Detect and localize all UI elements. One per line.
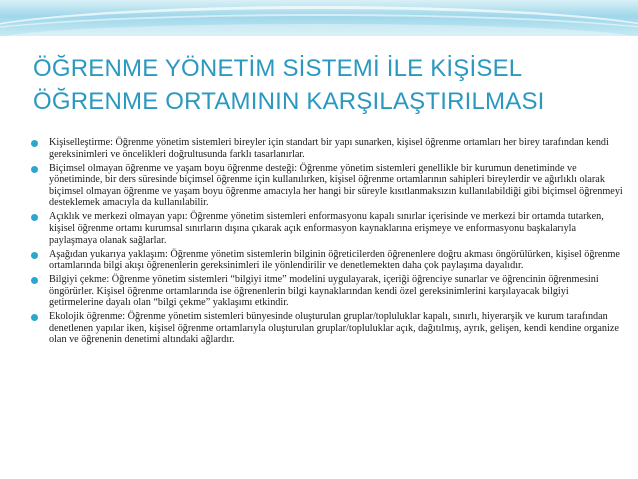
header-banner <box>0 0 638 36</box>
bullet-item-bicimsel-olmayan <box>31 163 623 209</box>
bullet-dot-icon <box>31 140 38 147</box>
bullet-item-ekolojik <box>31 311 623 346</box>
bullet-dot-icon <box>31 214 38 221</box>
slide-title <box>33 52 623 118</box>
bullet-item-asagidan-yukariya <box>31 249 623 272</box>
bullet-text: Ekolojik öğrenme: Öğrenme yönetim sistemleri bünyesinde oluşturulan gruplar/topluluklar kapalı, sınırlı, hiyerarşik ve kurum tarafından denetlenen yapılar iken, kişisel öğrenme ortamlarıyla oluşturulan gruplar/topluluklar açık, dağıtılmış, ayrık, gelişen, kendi kendine organize olan ve öğrenenin denetimi altındaki ağlardır. <box>49 311 619 346</box>
bullet-list <box>31 137 623 348</box>
bullet-text: Biçimsel olmayan öğrenme ve yaşam boyu öğrenme desteği: Öğrenme yönetim sistemleri genellikle bir kurumun denetiminde ve yönetiminde, bir ders süresinde biçimsel öğrenme için kullanılırken, kişisel öğrenme ortamlarının sahipleri bireylerdir ve ağırlıklı olarak biçimsel olmayan öğrenme ve yaşam boyu öğrenme amacıyla her hangi bir süreyle kısıtlanmaksızın kullanılabildiği gibi biçimsel öğrenmeyi desteklemek amacıyla da kullanılabilir. <box>49 162 623 209</box>
bullet-item-kisisellestirme <box>31 137 623 160</box>
bullet-dot-icon <box>31 277 38 284</box>
bullet-item-aciklik <box>31 211 623 246</box>
slide-title-line-1: ÖĞRENME YÖNETİM SİSTEMİ İLE KİŞİSEL <box>33 55 523 82</box>
bullet-dot-icon <box>31 252 38 259</box>
bullet-text: Aşağıdan yukarıya yaklaşım: Öğrenme yönetim sistemlerin bilginin öğreticilerden öğrenenlere doğru akması öngörülürken, kişisel öğrenme ortamlarında bilgi akışı öğrenenlerin gereksinimleri ile yönlendirilir ve denetlemekten daha çok paylaşıma dayalıdır. <box>49 248 620 272</box>
slide-title-line-2: ÖĞRENME ORTAMININ KARŞILAŞTIRILMASI <box>33 88 545 115</box>
bullet-text: Açıklık ve merkezi olmayan yapı: Öğrenme yönetim sistemleri enformasyonu kapalı sınırlar içerisinde ve merkezi bir ortamda tutarken, kişisel öğrenme ortamı kurumsal sınırların dışına çıkarak açık enformasyon kaynaklarına erişmeye ve enformasyonu başkalarıyla paylaşmaya olanak sağlarlar. <box>49 211 604 246</box>
bullet-dot-icon <box>31 314 38 321</box>
bullet-dot-icon <box>31 166 38 173</box>
bullet-text: Kişiselleştirme: Öğrenme yönetim sistemleri bireyler için standart bir yapı sunarken, kişisel öğrenme ortamları her birey tarafından kendi gereksinimleri ve öncelikleri doğrultusunda farklı tasarlanırlar. <box>49 137 609 160</box>
bullet-item-bilgiyi-cekme <box>31 274 623 309</box>
bullet-text: Bilgiyi çekme: Öğrenme yönetim sistemleri “bilgiyi itme” modelini uygulayarak, içeriği öğrenciye sunarlar ve öğrencinin öğrenmesini öngörürler. Kişisel öğrenme ortamlarında ise öğrenenlerin bilgi kaynaklarından kendi özel gereksinimlerini karşılayacak bilgiyi getirmelerine dayalı olan “bilgi çekme” yaklaşımı etkindir. <box>49 274 599 309</box>
